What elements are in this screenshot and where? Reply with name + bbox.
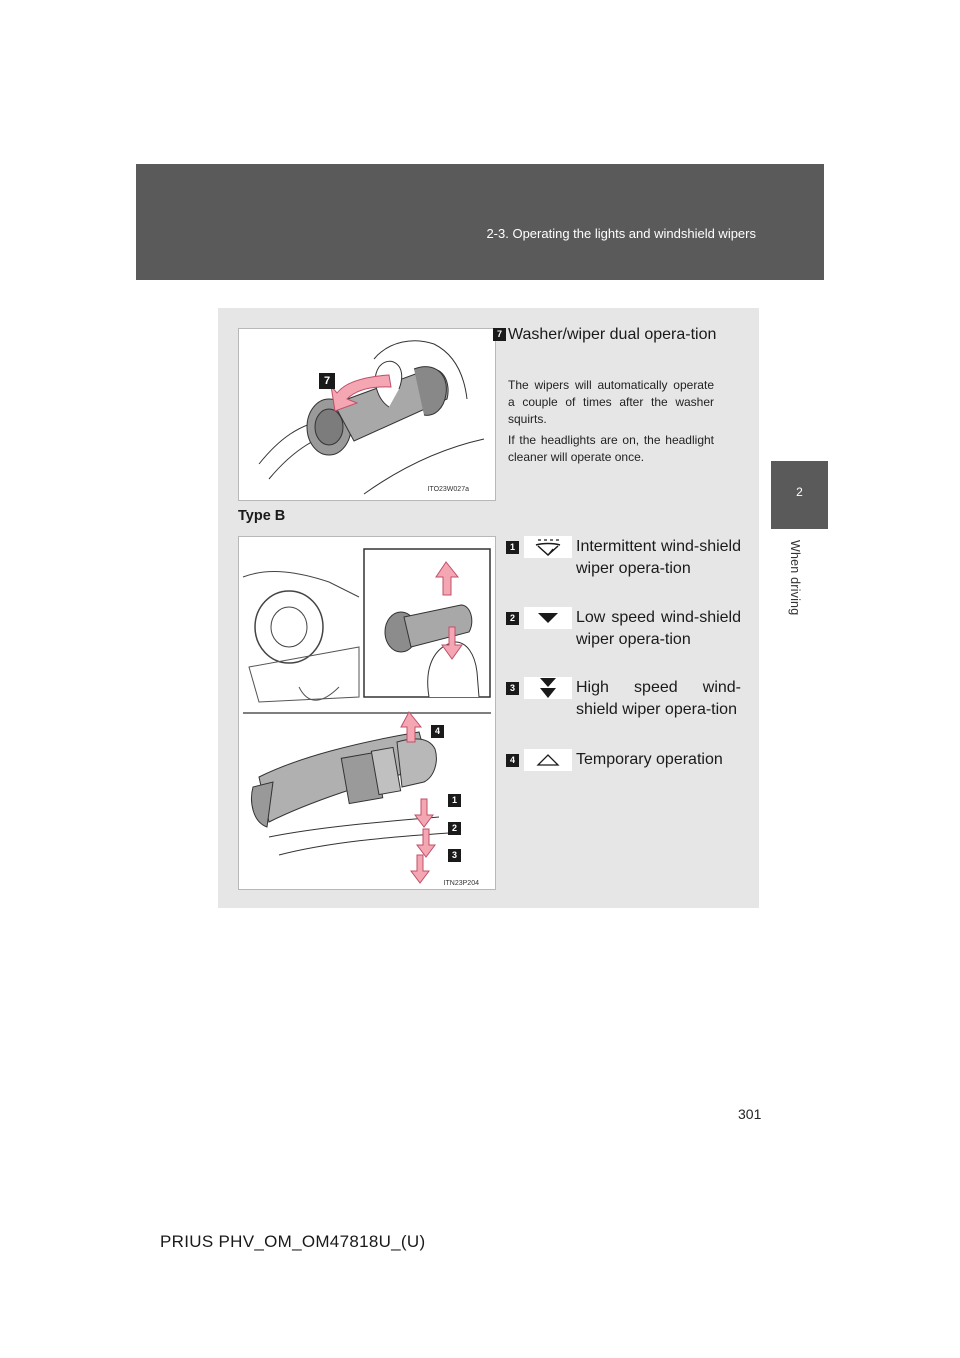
legend-badge-1: 1 — [506, 541, 519, 554]
type-b-label: Type B — [238, 508, 286, 524]
legend-text-1: Intermittent wind-shield wiper opera-tion — [576, 538, 741, 577]
figure-type-b-lever — [238, 536, 496, 890]
washer-lever-illustration — [239, 329, 495, 500]
callout-4: 4 — [431, 725, 444, 738]
chapter-number: 2 — [796, 485, 803, 499]
legend-text-2: Low speed wind-shield wiper opera-tion — [576, 609, 741, 648]
chapter-label: When driving — [788, 540, 802, 616]
legend-item-1 — [506, 536, 741, 606]
content-box — [218, 308, 759, 908]
section-title: 2-3. Operating the lights and windshield wipers — [486, 226, 756, 241]
item-body-1: The wipers will automatically operate a couple of times after the washer squirts. — [508, 378, 714, 426]
legend-item-3 — [506, 677, 741, 747]
legend-text-3: High speed wind-shield wiper opera-tion — [576, 679, 741, 718]
item-badge-7: 7 — [493, 328, 506, 341]
figure-code-top: ITO23W027a — [427, 486, 469, 493]
item-body-2: If the headlights are on, the headlight cleaner will operate once. — [508, 433, 714, 464]
intermittent-wiper-icon — [524, 536, 572, 558]
legend-badge-2: 2 — [506, 612, 519, 625]
temporary-operation-triangle-icon — [524, 749, 572, 771]
type-b-illustration — [239, 537, 495, 889]
callout-1: 1 — [448, 794, 461, 807]
callout-2: 2 — [448, 822, 461, 835]
item-title-washer-dual: Washer/wiper dual opera-tion — [508, 326, 717, 343]
callout-7: 7 — [319, 373, 335, 389]
high-speed-double-triangle-icon — [524, 677, 572, 699]
legend-text-4: Temporary operation — [576, 751, 723, 768]
legend-badge-4: 4 — [506, 754, 519, 767]
legend-item-4 — [506, 749, 731, 773]
legend-item-2 — [506, 607, 741, 677]
callout-3: 3 — [448, 849, 461, 862]
figure-code-bottom: ITN23P204 — [443, 880, 479, 887]
low-speed-triangle-icon — [524, 607, 572, 629]
legend-badge-3: 3 — [506, 682, 519, 695]
footer-code: PRIUS PHV_OM_OM47818U_(U) — [160, 1232, 426, 1251]
chapter-tab[interactable] — [771, 461, 828, 529]
header-band — [136, 164, 824, 280]
page-number: 301 — [738, 1106, 762, 1122]
figure-washer-lever — [238, 328, 496, 501]
